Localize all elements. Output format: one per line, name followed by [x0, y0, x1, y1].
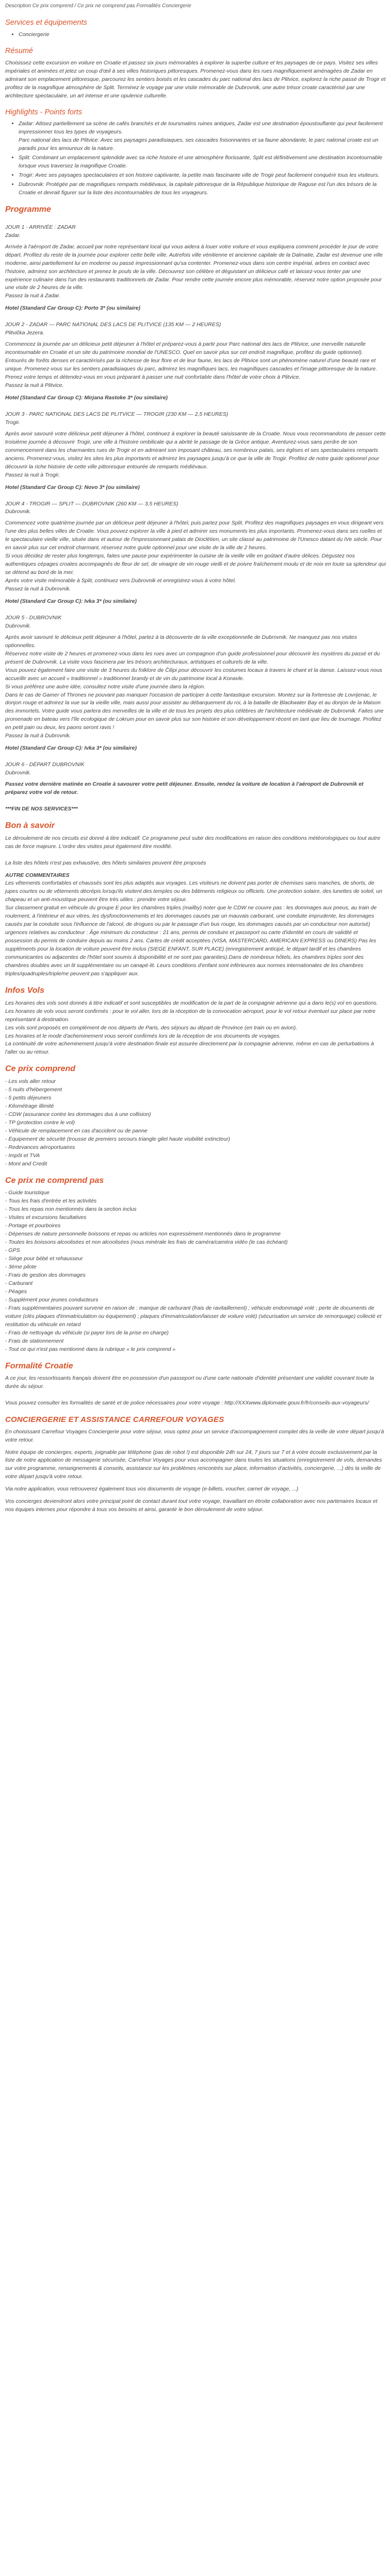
non-inclus-item: - Tous les frais d'entrée et les activités [5, 1198, 97, 1205]
non-inclus-item: - Frais supplémentaires pouvant survenir en raison de : manque de carburant (frais de ravitaillement) ; véhicule endommagé volé ; perte de documents de voiture (clés plaques d'immatriculation ou équipement) ; plaques d'immatriculation/laisser de voiture volé) (sécurisation un service de remorquage) collecté et restitution du véhicule en retard [5, 1304, 382, 1328]
day-title: JOUR 1 - ARRIVÉE : ZADAR [5, 224, 76, 230]
highlights-list [5, 120, 386, 197]
inclus-title: Ce prix comprend [5, 1064, 76, 1074]
day-block [5, 321, 386, 402]
day-hotel: Hotel (Standard Car Group C): Porto 3* (ou similaire) [5, 305, 140, 312]
services-item: • Conciergerie [19, 31, 386, 39]
inclus-item: - 5 nuits d'hébergement [5, 1087, 62, 1093]
day-title: JOUR 6 - DÉPART DUBROVNIK [5, 761, 85, 768]
day-block [5, 224, 386, 313]
non-inclus-item: - Guide touristique [5, 1190, 50, 1196]
day-title: JOUR 5 - DUBROVNIK [5, 614, 62, 621]
inclus-item: - Équipement de sécurité (trousse de premiers secours triangle gilet haute visibilité extincteur) [5, 1136, 230, 1142]
day-hotel: Hotel (Standard Car Group C): Mirjana Rastoke 3* (ou similaire) [5, 394, 168, 401]
inclus-item: - CDW (assurance contre les dommages dus à une collision) [5, 1111, 151, 1117]
day-text: Passez votre dernière matinée en Croatie à savourer votre petit déjeuner. Ensuite, rendez la voiture de location à l'aéroport de Dubrovnik et préparez votre vol de retour. ***FIN DE NOS SERVICES*** [5, 781, 364, 812]
highlight-item: • Dubrovnik: Protégée par de magnifiques remparts médiévaux, la capitale pittoresque de la République historique de Raguse est l'un des trésors de la Croatie et devrait figurer sur la liste des incontournables de tous les voyageurs. [19, 181, 386, 197]
non-inclus-item: - Portage et pourboires [5, 1223, 61, 1229]
inclus-item: - Mont and Credit [5, 1160, 47, 1167]
services-title: Services et équipements [5, 19, 87, 27]
inclus-item: - Redevances aéroportuaires [5, 1144, 75, 1150]
resume-text: Choisissez cette excursion en voiture en Croatie et passez six jours mémorables à explorer la superbe culture et les paysages de ce pays. Visitez ses villes impériales et animées et jetez un coup d'œil à ses villes historiques pittoresques. Promenez-vous dans les rues magnifiquement aménagées de Zadar en admirant son emplacement pittoresque, parcourez les sentiers boisés et les cascades du parc national des lacs de Plitvice, explorez la riche passé de Trogir et profitez de la magnifique atmosphère de Split. Terminez le voyage par une visite mémorable de Dubrovnik, une autre trésor croate caractérisé par une architecture spectaculaire, un art intense et une opulence culturelle. [5, 59, 386, 99]
highlights-title: Highlights - Points forts [5, 108, 83, 116]
day-location: Dubrovnik. [5, 509, 31, 515]
non-inclus-item: - Supplément pour jeunes conducteurs [5, 1296, 99, 1303]
day-text: Commencez la journée par un délicieux petit déjeuner à l'hôtel et préparez-vous à partir pour Parc national des lacs de Plitvice, une merveille naturelle incontournable en Croatie et un site du patrimoine mondial de l'UNESCO. Quel en savoir plus sur cet endroit magnifique, profitez du guide optionnel). Entourés de forêts denses et caractérisés par la richesse de leur flore et de leur faune, les lacs de Plitvice sont un phénomène naturel d'une beauté rare et unique. Promenez-vous sur les sentiers paradisiaques du parc, admirez les magnifiques lacs, les magnifiques cascades et l'image pittoresque de la nature. Prenez votre temps et détendez-vous en vous préparant à passer une nuit confortable dans l'hôtel de votre choix à Plitvice. Passez la nuit à Plitvice. [5, 341, 378, 389]
day-location: Zadar. [5, 232, 21, 239]
highlight-item: • Split: Combinant un emplacement splendide avec sa riche histoire et une atmosphère florissante, Split est définitivement une destination incontournable lorsque vous traversez la magnifique Croatie. [19, 154, 386, 171]
day-title: JOUR 3 - PARC NATIONAL DES LACS DE PLITVICE — TROGIR (230 KM — 2,5 HEURES) [5, 411, 229, 417]
inclus-list [5, 1078, 386, 1168]
day-block [5, 411, 386, 492]
day-location: Dubrovnik. [5, 622, 31, 629]
conciergerie-p2: Notre équipe de concierges, experts, joignable par téléphone (pas de robot !) est disponible 24h sur 24, 7 jours sur 7 et à votre écoute exclusivement par la liste de notre application de messagerie sécurisée, Carrefour Voyages pour vous accompagner dans toutes les situations (enregistrement de vols, demandes sur votre programme, renseignements & conseils, assistance sur les problèmes rencontrés sur place, information d'activités, conciergerie, ...) dès la veille de votre départ jusqu'à votre retour. [5, 1449, 382, 1480]
day-block [5, 761, 386, 814]
inclus-item: - 5 petits déjeuners [5, 1095, 52, 1101]
non-inclus-item: - Dépenses de nature personnelle boissons et repas ou articles non expressément mentionnés dans le programme [5, 1231, 281, 1238]
non-inclus-item: - 3ème pilote [5, 1264, 37, 1270]
day-text: Commencez votre quatrième journée par un délicieux petit déjeuner à l'hôtel, puis partez pour Split. Profitez des magnifiques paysages en vous dirigeant vers l'une des plus belles villes de Croatie. Vous pouvez explorer la ville à pied et admirer ses monuments les plus importants. Promenez-vous dans ses ruelles et le spectaculaire vieille ville, située dans et autour de l'impressionnant palais de Dioclétien, un site classé au patrimoine de l'Unesco datant du IVe siècle. Pour en savoir plus sur cet endroit charmant, réservez notre guide optionnel pour une visite de la ville de 2 heures. Si vous décidez de rester plus longtemps, faites une pause pour expérimenter la cuisine de la vieille ville en goûtant d'autre délices. Dégustez nos authentiques cépages croates accompagnés de fleur de sel, de vinaigre de vin rouge vieilli et de poivre fraîchement moulu et de noix en toute sa splendeur qui se détend au bord de la mer. Après votre visite mémorable à Split, continuez vers Dubrovnik et enregistrez-vous à votre hôtel. Passez la nuit à Dubrovnik. [5, 520, 386, 592]
non-inclus-item: - Frais de nettoyage du véhicule (si payer lors de la prise en charge) [5, 1329, 169, 1336]
day-text: Après avoir savouré le délicieux petit déjeuner à l'hôtel, partez à la découverte de la ville exceptionnelle de Dubrovnik. Ne manquez pas nos visites optionnelles. Réservez notre visite de 2 heures et promenez-vous dans les rues avec un compagnon d'un guide professionnel pour découvrir les mystères du passé et du présent de Dubrovnik. La visite vous fascinera par les trésors architecturaux, artistiques et culturels de la ville. Vous pouvez également faire une visite de 3 heures du folklore de Čilipi pour découvrir les costumes locaux à travers le chant et la danse. Laissez-vous nous accueillir avec un accueil « traditionnel » traditionnel brandy et de vin du patrimoine local à Konavle. Si vous préférez une autre idée, consultez notre visite d'une journée dans la région. Dans le cas de Gamer of Thrones ne pouvant pas manquer l'occasion de participer à cette fantastique excursion. Montez sur la forteresse de Lovrijenac, le donjon rouge et admirez la vue sur la vieille ville, mais aussi pour assister au débarquement du roi, à la bataille de Blackwater Bay et au donjon de la Maison des immortels. Votre guide vous parlera des merveilles de la ville et de tous les projets des plus célèbres de l'architecture médiévale de Dubrovnik. Faites une promenade en bateau vers l'île ecologique de Lokrum pour en savoir plus sur son histoire et son développement récent en tant que lieu de tournage. Profitez en petit pain ou deux, les paons seront ravis ! Passez la nuit à Dubrovnik. [5, 634, 384, 739]
highlight-item: • Zadar: Attisez partiellement sa scène de cafés branchés et de toursmatins ruines antiques, Zadar est une destination époustouflante qui peut facilement impressionner tous les types de voyageurs. Parc national des lacs de Plitvice: Avec ses paysages paradisiaques, ses cascades foisonnantes et sa faune abondante, le parc national croate est un paradis pour les amoureux de la nature. [19, 120, 386, 153]
day-block [5, 614, 386, 753]
day-text: Arrivée à l'aéroport de Zadar, accueil par notre représentant local qui vous aidera à louer votre voiture et vous expliquera comment procéder le jour de votre départ. Profitez du reste de la journée pour explorer cette belle ville. Autrefois ville vénitienne et ancienne capitale de la Dalmatie, Zadar est devenue une ville moderne, ainsi partiellement lui en moderne ou passé impressionnant qu'sa contenter. Promenez-vous dans son centre impérial, arbres en contact avec l'histoire, admirez son architecture et prenez le pouls de la ville. Découvrez son célèbre et déguistant un délicieux café et laissez-vous tenter par une expérience culinaire dans l'un des restaurants traditionnels de Zadar. Pour rendre cette journée encore plus mémorable, réservez notre option proposée pour une visite de 2 heures de la ville. Passez la nuit à Zadar. [5, 243, 383, 299]
day-title: JOUR 2 - ZADAR — PARC NATIONAL DES LACS DE PLITVICE (135 KM — 2 HEURES) [5, 321, 221, 328]
highlight-item: • Trogir: Avec ses paysages spectaculaires et son histoire captivante, la petite mais fascinante ville de Trogir peut facilement conquérir tous les visiteurs. [19, 172, 386, 180]
resume-title: Résumé [5, 46, 33, 55]
programme-title: Programme [5, 205, 51, 214]
non-inclus-item: - Tout ce qui n'est pas mentionné dans la rubrique « le prix comprend » [5, 1346, 176, 1352]
bon-savoir-text: Le déroulement de nos circuits est donné à titre indicatif. Ce programme peut subir des modifications en raison des conditions météorologiques ou tout autre cas de force majeure. L'ordre des visites peut également être modifié. La liste des hôtels n'est pas exhaustive, des hôtels similaires peuvent être proposés [5, 835, 381, 866]
non-inclus-title: Ce prix ne comprend pas [5, 1176, 104, 1185]
non-inclus-item: - Péages [5, 1288, 27, 1295]
day-hotel: Hotel (Standard Car Group C): Novo 3* (ou similaire) [5, 484, 140, 490]
conciergerie-p4: Vos concierges deviendront alors votre principal point de contact durant tout votre voyage, travaillant en étroite collaboration avec nos partenaires locaux et nos équipes internes pour répondre à tous vos besoins et ainsi, garantir le bon déroulement de votre séjour. [5, 1498, 378, 1513]
inclus-item: - Kilométrage illimité [5, 1103, 54, 1110]
services-list [5, 31, 386, 39]
non-inclus-item: - GPS [5, 1247, 20, 1254]
non-inclus-item: - Frais de gestion des dommages [5, 1272, 86, 1278]
non-inclus-item: - Carburant [5, 1280, 33, 1286]
breadcrumb: Description Ce prix comprend / Ce prix ne comprend pas Formalités Conciergerie [5, 3, 191, 9]
formalite-title: Formalité Croatie [5, 1361, 73, 1370]
infos-vols-text: Les horaires des vols sont donnés à titre indicatif et sont susceptibles de modification de la part de la compagnie aérienne qui a dans le(s) vol en questions. Les horaires de vols vous seront confirmés : pour le vol aller, lors de la réception de la convocation aéroport, pour le vol retour éventuel sur place par notre représentant à destination. Les vols sont proposés en complément de nos départs de Paris, des séjours au départ de Province (en train ou en avion). Les horaires et le mode d'acheminement vous seront confirmés lors de la réception de vos documents de voyages. La continuité de votre acheminement jusqu'à votre destination finale est assurée directement par la compagnie aérienne, même en cas de perturbations à l'aller ou au retour. [5, 999, 378, 1056]
conciergerie-title: CONCIERGERIE ET ASSISTANCE CARREFOUR VOYAGES [5, 1415, 224, 1425]
formalite-text: A ce jour, les ressortissants français doivent être en possession d'un passeport ou d'une carte nationale d'identité présentant une validité couvrant toute la durée du séjour. Vous pouvez consulter les formalités de santé et de police nécessaires pour votre voyage : http://XXXwww.diplomatie.gouv.fr/fr/conseils-aux-voyageurs/ [5, 1375, 374, 1406]
infos-vols-title: Infos Vols [5, 986, 44, 995]
conciergerie-p3: Via notre application, vous retrouverez également tous vos documents de voyage (e-billets, voucher, carnet de voyage, ...) [5, 1486, 299, 1493]
day-location: Plitvička Jezera. [5, 330, 44, 336]
day-block [5, 500, 386, 606]
day-location: Dubrovnik. [5, 770, 31, 776]
day-hotel: Hotel (Standard Car Group C): Ivka 3* (ou similaire) [5, 598, 137, 604]
day-title: JOUR 4 - TROGIR — SPLIT — DUBROVNIK (260 KM — 3,5 HEURES) [5, 500, 178, 507]
inclus-item: - Les vols aller retour [5, 1078, 56, 1085]
non-inclus-item: - Toutes les boissons alcoolisées et non alcoolisées (nous minérale les frais de caméra/caméra vidéo (le cas échéant) [5, 1239, 288, 1246]
non-inclus-list [5, 1189, 386, 1353]
bon-savoir-title: Bon à savoir [5, 821, 55, 830]
day-hotel: Hotel (Standard Car Group C): Ivka 3* (ou similaire) [5, 745, 137, 752]
non-inclus-item: - Siège pour bébé et rehausseur [5, 1256, 83, 1262]
non-inclus-item: - Tous les repas non mentionnés dans la section inclus [5, 1206, 137, 1213]
autres-commentaires-text: Les vêtements confortables et chaussés sont les plus adaptés aux voyages. Les visiteurs ne doivent pas porter de chemises sans manches, de shorts, de jupes courtes ou de vêtements décrépis lorsqu'ils visitent des temples ou des bâtiments religieux ou officiels. Une protection solaire, des lunettes de soleil, un chapeau et un anti-moustique peuvent être très utiles : prendre votre séjour. Sur classement gratuit en véhicule du groupe E pour les chambres triples (mailby) noter que le CDW ne couvre pas : les dommages aux pneus, au train de roulement, à l'intérieur et aux vitres, les dysfonctionnements et les dommages causés par un mauvais carburant, une conduite imprudente, les dommages causés par la conduite sous l'influence de l'alcool, de drogues ou par le passage d'un bus rouge, les dommages causés par un conducteur non autorisé) urgences relatives au conducteur : Âge minimum du conducteur : 21 ans, permis de conduire et passeport ou carte d'identité en cours de validité et possession du permis de conduire depuis au moins 2 ans. Cartes de crédit acceptées (VISA, MASTERCARD, AMERICAN EXPRESS ou DINERS) Pas les suppléments pour la location de voiture peuvent être inclus (SIEGE ENFANT, SUR PLACE) (enregistrement anticipé, le départ tardif et les chambres communicantes ou adjacentes de l'hôtel sont soumis à disponibilité et ne sont pas garanties).Dans de nombreux hôtels, les chambres triples sont des chambres doubles avec un lit supplémentaire ou un canapé-lit. Leurs conditions d'enfant sont inférieures aux normes internationales de les chambres triples/quadruples/triple/ne peuvent pas s'appliquer aux. [5, 880, 382, 977]
inclus-item: - Impôt et TVA [5, 1152, 40, 1159]
non-inclus-item: - Visites et excursions facultatives [5, 1214, 87, 1221]
non-inclus-item: - Frais de stationnement [5, 1337, 64, 1344]
conciergerie-p1: En choisissant Carrefour Voyages Conciergerie pour votre séjour, vous optez pour un service d'accompagnement complet dès la veille de votre départ jusqu'à votre retour. [5, 1428, 384, 1443]
inclus-item: - TP (protection contre le vol) [5, 1119, 75, 1126]
inclus-item: - Véhicule de remplacement en cas d'accident ou de panne [5, 1127, 148, 1134]
day-text: Après avoir savouré votre délicieux petit déjeuner à l'hôtel, continuez à explorer la beauté saisissante de la Croatie. Nous vous recommandons de passer cette troisième journée à découvrir Trogir, une ville à l'histoire ombilicale qui a abrité le passage de la Grèce antique. Aventurez-vous sans perdre de son commencement dans les charmantes rues de Trogir et en admirant son imposant château, ses nombreux palais, ses églises et ses spectaculaires remparts anciens. Promenez-vous, visitez les sites les plus importants et admirez les paysages jusqu'à ce que la ville de Trogir. Profitez de notre guide optionnel pour découvrir la riche histoire de cette ville pittoresque entourée de remparts médiévaux. Passez la nuit à Trogir. [5, 430, 386, 478]
day-location: Trogir. [5, 419, 21, 426]
autres-commentaires-title: AUTRE COMMENTAIRES [5, 872, 70, 878]
